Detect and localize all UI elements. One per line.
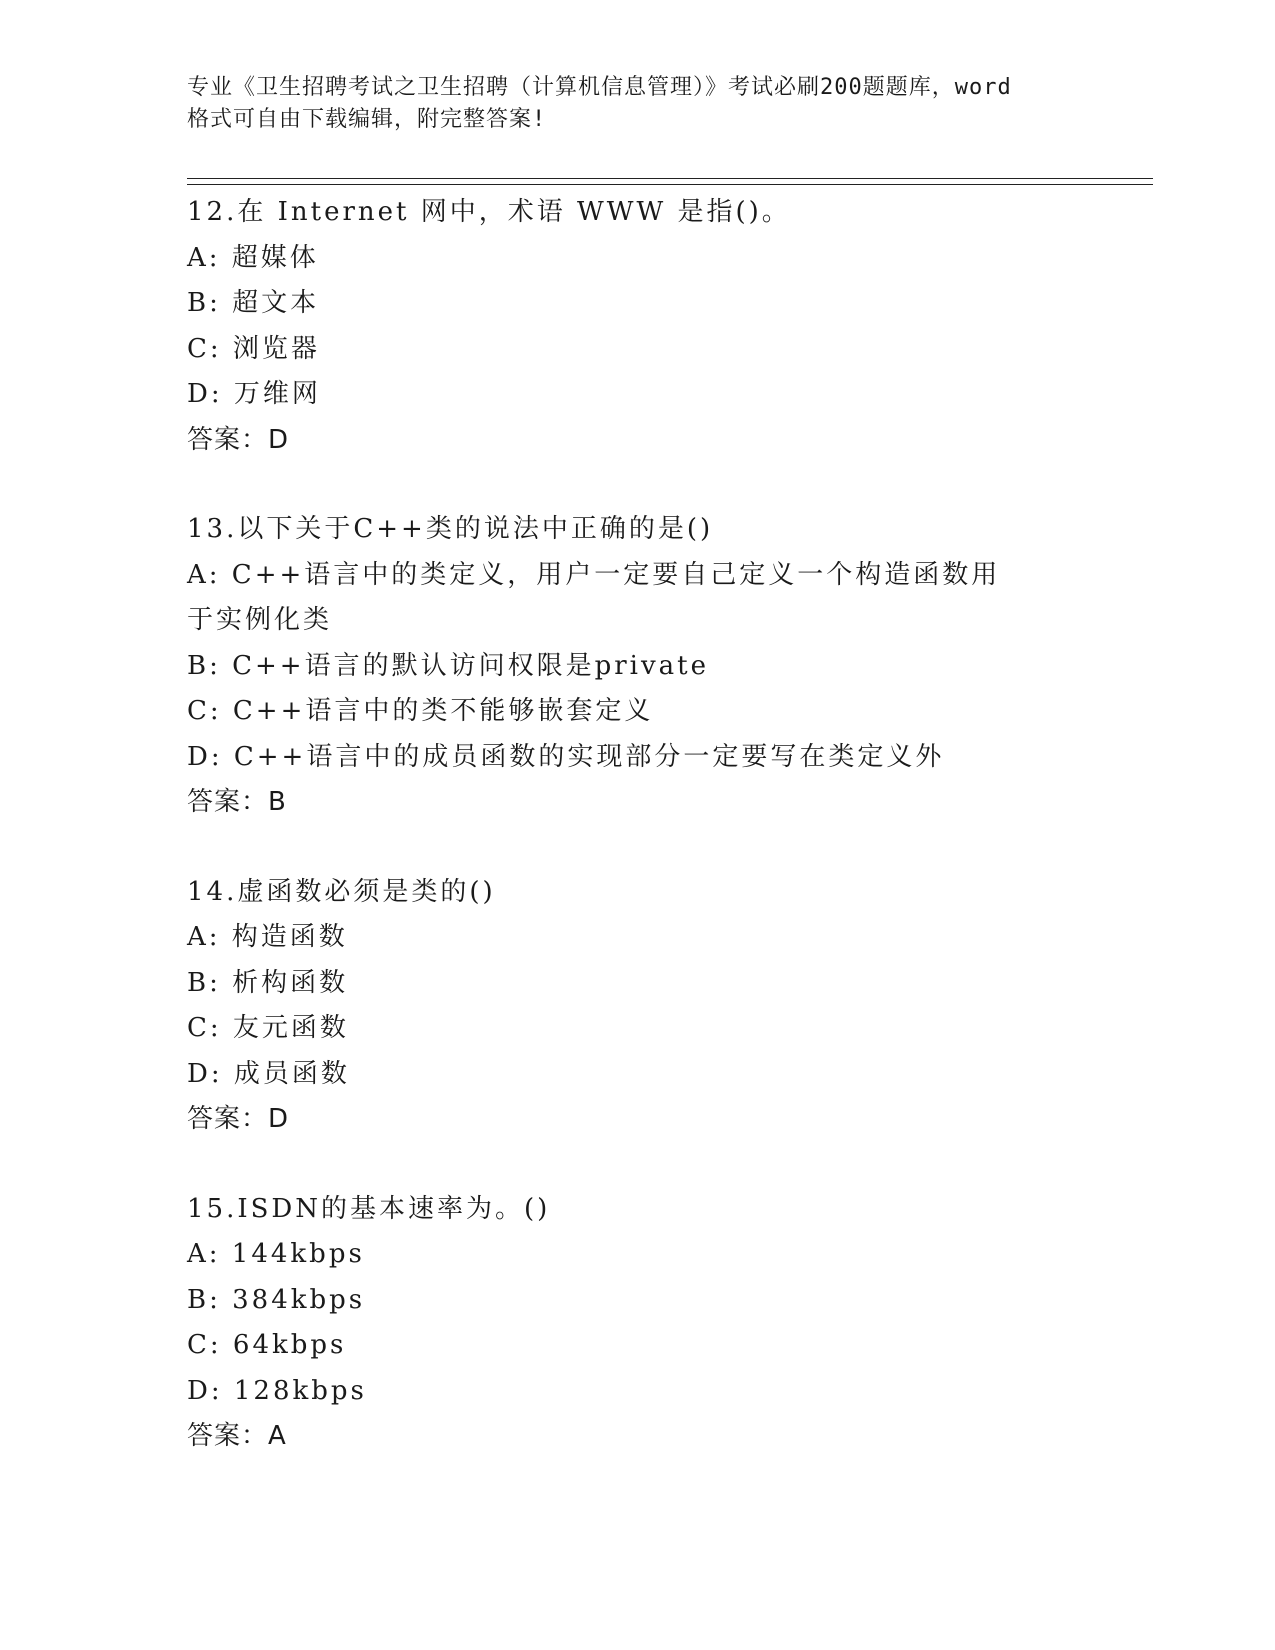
option-a: A: 构造函数 [187, 922, 348, 952]
option-a: A: C++语言中的类定义，用户一定要自己定义一个构造函数用于实例化类 [187, 559, 1001, 635]
option-d: D: 128kbps [187, 1375, 367, 1406]
question-13 [187, 507, 1107, 826]
answer-line: 答案：D [187, 424, 290, 455]
option-c: C: C++语言中的类不能够嵌套定义 [187, 696, 654, 726]
option-d: D: 成员函数 [187, 1058, 350, 1089]
option-a: A: 144kbps [187, 1239, 365, 1269]
header-line-1: 专业《卫生招聘考试之卫生招聘（计算机信息管理）》考试必刷200题题库，word [187, 75, 1012, 100]
question-stem: 13.以下关于C++类的说法中正确的是() [187, 514, 714, 544]
document-header [187, 72, 1087, 136]
header-divider-bottom [187, 184, 1153, 185]
question-14 [187, 870, 1107, 1143]
option-d: D: C++语言中的成员函数的实现部分一定要写在类定义外 [187, 741, 945, 772]
option-b: B: 384kbps [187, 1284, 366, 1315]
option-b: B: 析构函数 [187, 967, 349, 998]
header-line-2: 格式可自由下载编辑，附完整答案! [187, 107, 547, 132]
option-a: A: 超媒体 [187, 242, 319, 273]
option-b: B: C++语言的默认访问权限是private [187, 650, 710, 681]
answer-line: 答案：B [187, 787, 287, 817]
question-12 [187, 190, 1107, 463]
header-divider-top [187, 178, 1153, 179]
option-c: C: 64kbps [187, 1330, 347, 1360]
option-c: C: 浏览器 [187, 333, 320, 364]
question-stem: 12.在 Internet 网中，术语 WWW 是指()。 [187, 197, 791, 227]
option-d: D: 万维网 [187, 379, 321, 409]
answer-line: 答案：D [187, 1104, 290, 1134]
option-b: B: 超文本 [187, 288, 320, 318]
question-15 [187, 1187, 1107, 1460]
option-c: C: 友元函数 [187, 1013, 349, 1043]
question-list [187, 190, 1107, 1504]
question-stem: 15.ISDN的基本速率为。() [187, 1193, 551, 1224]
question-stem: 14.虚函数必须是类的() [187, 876, 496, 907]
answer-line: 答案：A [187, 1421, 287, 1451]
